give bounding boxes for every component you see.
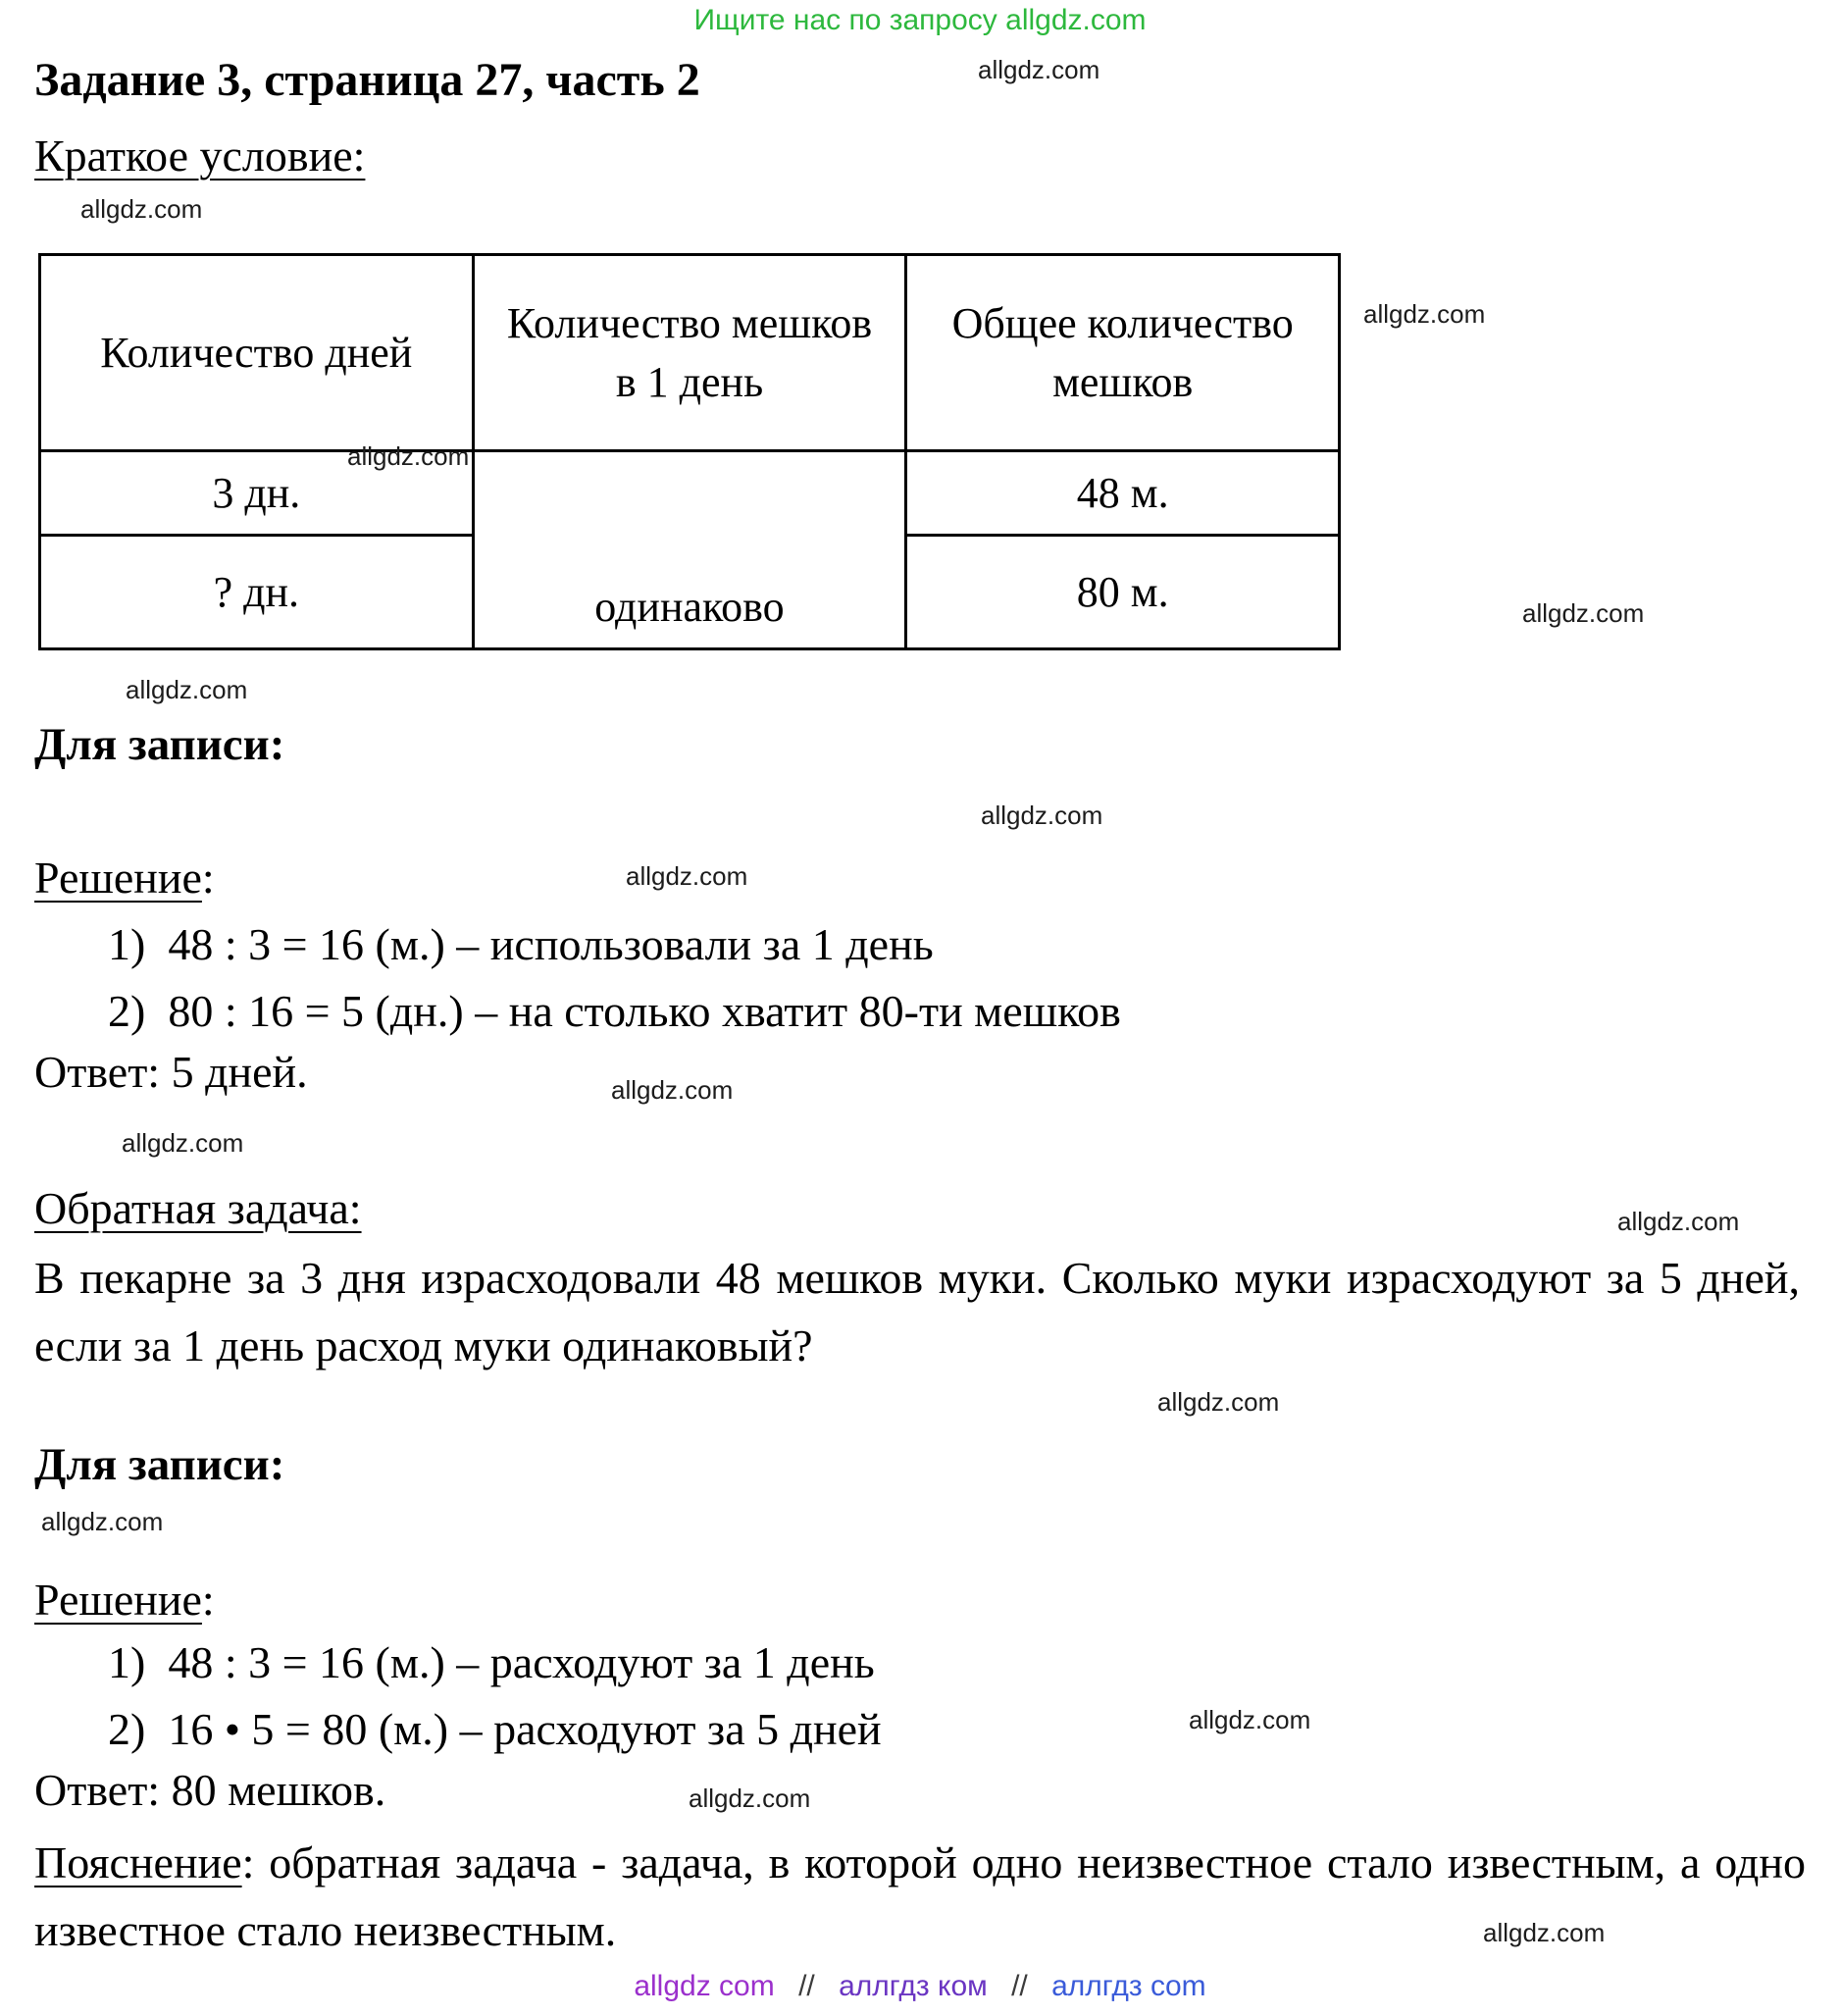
solution-1-step-2: 2) 80 : 16 = 5 (дн.) – на столько хватит 80-ти мешков	[108, 986, 1121, 1036]
watermark: allgdz.com	[80, 194, 203, 224]
solution-1-heading	[34, 852, 215, 904]
solution-1-label: Решение	[34, 853, 202, 903]
table-header-bags-per-day: Количество мешков в 1 день	[473, 255, 906, 451]
solution-1-answer: Ответ: 5 дней.	[34, 1047, 308, 1097]
watermark: allgdz.com	[122, 1128, 244, 1158]
footer-link-allgdz-kom[interactable]: аллгдз ком	[839, 1970, 988, 2002]
watermark: allgdz.com	[126, 675, 248, 704]
watermark: allgdz.com	[1483, 1918, 1606, 1947]
page-title: Задание 3, страница 27, часть 2	[34, 54, 700, 106]
watermark: allgdz.com	[1363, 299, 1486, 329]
footer	[0, 1970, 1840, 2003]
table-cell-same-rate: одинаково	[473, 451, 906, 649]
explanation-label: Пояснение	[34, 1837, 242, 1887]
solution-2-step-1: 1) 48 : 3 = 16 (м.) – расходуют за 1 день	[108, 1637, 875, 1687]
condition-table	[38, 253, 1341, 650]
section-label-notes-2: Для записи:	[34, 1439, 285, 1490]
inverse-problem-text: В пекарне за 3 дня израсходовали 48 мешков муки. Сколько муки израсходуют за 5 дней, если за 1 день расход муки одинаковый?	[34, 1253, 1800, 1370]
table-header-total-bags: Общее количество мешков	[906, 255, 1340, 451]
footer-link-allgdz-com-2[interactable]: аллгдз com	[1051, 1970, 1206, 2002]
watermark: allgdz.com	[41, 1507, 164, 1536]
footer-link-allgdz-com[interactable]: allgdz com	[634, 1970, 775, 2002]
watermark: allgdz.com	[1522, 598, 1645, 628]
watermark: allgdz.com	[1617, 1207, 1740, 1236]
table-header-days: Количество дней	[40, 255, 474, 451]
solution-2-colon: :	[201, 1575, 215, 1625]
table-cell-days-known: 3 дн.	[40, 451, 474, 536]
watermark: allgdz.com	[611, 1075, 734, 1105]
solution-2-step-2: 2) 16 • 5 = 80 (м.) – расходуют за 5 дней	[108, 1704, 882, 1754]
explanation-text: : обратная задача - задача, в которой одно неизвестное стало известным, а одно известное стало неизвестным.	[34, 1837, 1806, 1955]
solution-2-label: Решение	[34, 1575, 202, 1625]
section-label-notes-1: Для записи:	[34, 719, 285, 770]
watermark: allgdz.com	[626, 861, 748, 891]
table-cell-days-unknown: ? дн.	[40, 536, 474, 649]
promo-banner: Ищите нас по запросу allgdz.com	[693, 4, 1147, 36]
watermark: allgdz.com	[1157, 1387, 1280, 1417]
solution-1-colon: :	[201, 853, 215, 903]
section-label-inverse-problem: Обратная задача:	[34, 1183, 362, 1233]
watermark: allgdz.com	[1189, 1705, 1311, 1734]
solution-2-heading	[34, 1574, 215, 1626]
table-cell-total-48: 48 м.	[906, 451, 1340, 536]
footer-separator: //	[1011, 1970, 1028, 2002]
solution-2-answer: Ответ: 80 мешков.	[34, 1765, 386, 1815]
watermark: allgdz.com	[347, 441, 470, 471]
footer-separator: //	[798, 1970, 815, 2002]
table-cell-total-80: 80 м.	[906, 536, 1340, 649]
solution-1-step-1: 1) 48 : 3 = 16 (м.) – использовали за 1 день	[108, 919, 934, 969]
watermark: allgdz.com	[689, 1783, 811, 1813]
section-label-short-condition: Краткое условие:	[34, 130, 366, 181]
watermark: allgdz.com	[981, 801, 1103, 830]
watermark: allgdz.com	[978, 55, 1100, 84]
